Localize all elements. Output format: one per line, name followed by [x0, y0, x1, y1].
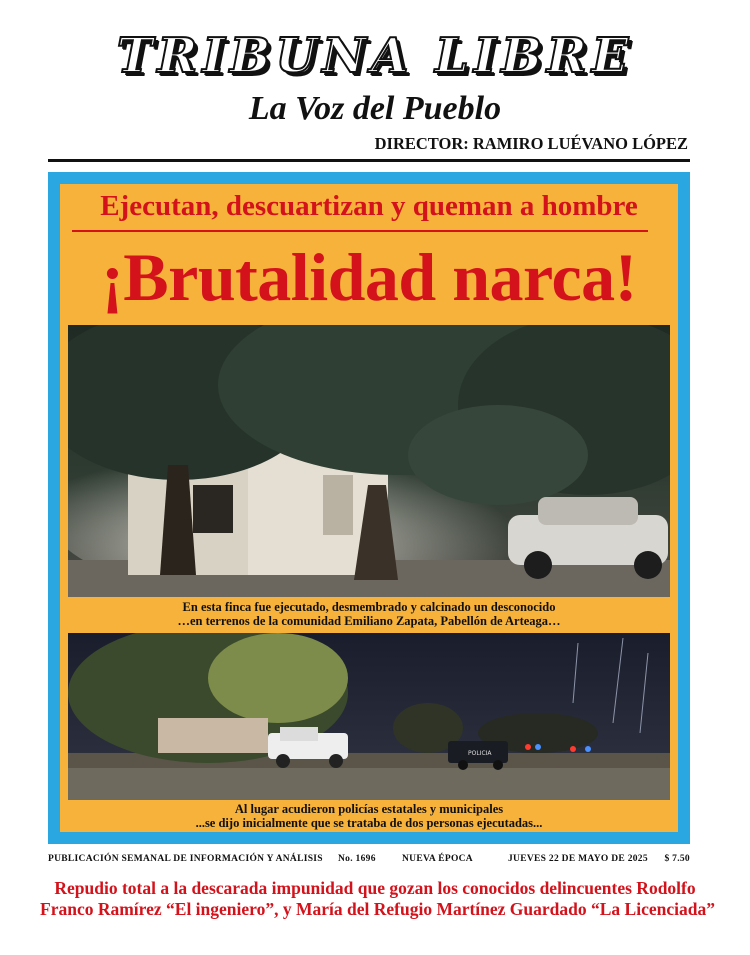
- photo2-caption-line2: ...se dijo inicialmente que se trataba de dos personas ejecutadas...: [195, 816, 543, 830]
- cover-photo-house: [68, 325, 670, 597]
- cover-kicker: Ejecutan, descuartizan y queman a hombre: [100, 190, 638, 222]
- tagline-line2: Franco Ramírez “El ingeniero”, y María del Refugio Martínez Guardado “La Licenciada”: [40, 899, 715, 919]
- photo1-caption: [60, 600, 678, 628]
- issue-number: No. 1696: [338, 854, 376, 864]
- bottom-tagline: [40, 878, 715, 920]
- photo2-caption: [60, 802, 678, 830]
- issue-info-bar: [48, 854, 690, 868]
- epoch-label: NUEVA ÉPOCA: [402, 854, 473, 864]
- photo1-caption-line2: …en terrenos de la comunidad Emiliano Zapata, Pabellón de Arteaga…: [177, 614, 561, 628]
- publication-description: PUBLICACIÓN SEMANAL DE INFORMACIÓN Y ANÁLISIS: [48, 854, 323, 864]
- cover-panel: [60, 184, 678, 832]
- photo2-caption-line1: Al lugar acudieron policías estatales y municipales: [234, 802, 504, 816]
- cover-photo-police: [68, 633, 670, 800]
- newspaper-subtitle: La Voz del Pueblo: [248, 90, 502, 127]
- police-vehicle-text: POLICIA: [468, 750, 492, 757]
- director-line: DIRECTOR: RAMIRO LUÉVANO LÓPEZ: [374, 134, 688, 153]
- photo1-caption-line1: En esta finca fue ejecutado, desmembrado y calcinado un desconocido: [182, 600, 556, 614]
- kicker-divider: [72, 230, 648, 232]
- cover-headline: ¡Brutalidad narca!: [101, 239, 637, 315]
- newspaper-title: TRIBUNA LIBRE: [116, 28, 634, 84]
- price: $ 7.50: [664, 854, 690, 864]
- tagline-line1: Repudio total a la descarada impunidad que gozan los conocidos delincuentes Rodolfo: [54, 878, 696, 898]
- masthead-divider: [48, 159, 690, 162]
- issue-date: JUEVES 22 DE MAYO DE 2025: [508, 854, 648, 864]
